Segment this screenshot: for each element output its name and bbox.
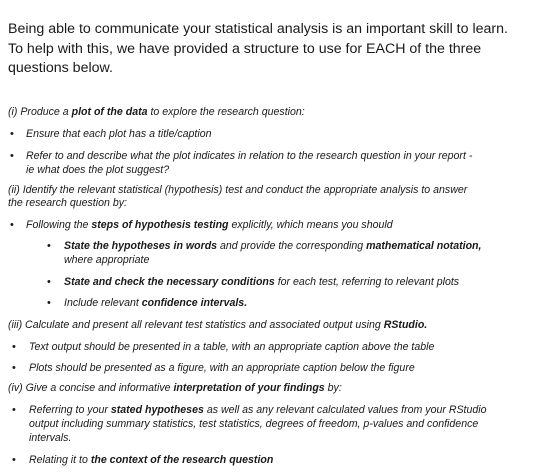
bullet-icon: [10, 150, 14, 163]
intro-paragraph: Being able to communicate your statistical analysis is an important skill to learn. To help with this, we have provided a structure to use for EACH of the three questions below.: [8, 21, 508, 76]
section-i-bullet-1: Ensure that each plot has a title/caption: [26, 128, 212, 140]
section-iv-heading: (iv) Give a concise and informative interpretation of your findings by:: [8, 382, 342, 394]
bullet-icon: [12, 362, 16, 375]
bullet-icon: [12, 341, 16, 354]
section-ii-subbullet-1-line-1: State the hypotheses in words and provide the corresponding mathematical notation,: [64, 240, 482, 252]
section-i-heading: (i) Produce a plot of the data to explore the research question:: [8, 106, 305, 118]
bullet-icon: [47, 297, 51, 310]
bullet-icon: [10, 128, 14, 141]
section-iv-bullet-1-line-1: Referring to your stated hypotheses as well as any relevant calculated values from your RStudio: [29, 404, 487, 416]
section-iii-bullet-1: Text output should be presented in a table, with an appropriate caption above the table: [29, 341, 435, 353]
section-ii-heading-line-1: (ii) Identify the relevant statistical (hypothesis) test and conduct the appropriate analysis to answer: [8, 184, 468, 196]
bullet-icon: [12, 404, 16, 417]
section-ii-bullet-1: Following the steps of hypothesis testing explicitly, which means you should: [26, 219, 393, 231]
section-ii-subbullet-2: State and check the necessary conditions for each test, referring to relevant plots: [64, 276, 460, 288]
section-iv-bullet-1-line-3: intervals.: [29, 432, 72, 444]
section-iv-bullet-1-line-2: output including summary statistics, test statistics, degrees of freedom, p-values and confidence: [29, 418, 479, 430]
bullet-icon: [47, 240, 51, 253]
section-i-bullet-2-line-1: Refer to and describe what the plot indicates in relation to the research question in your report -: [26, 150, 473, 162]
section-ii-subbullet-1-line-2: where appropriate: [64, 254, 150, 266]
section-iv-bullet-2: Relating it to the context of the research question: [29, 454, 274, 466]
bullet-icon: [10, 219, 14, 232]
bullet-icon: [12, 454, 16, 467]
section-ii-heading-line-2: the research question by:: [8, 197, 127, 209]
section-i-bullet-2-line-2: ie what does the plot suggest?: [26, 164, 170, 176]
bullet-icon: [47, 276, 51, 289]
section-iii-heading: (iii) Calculate and present all relevant test statistics and associated output using RStudio.: [8, 319, 428, 331]
section-iii-bullet-2: Plots should be presented as a figure, with an appropriate caption below the figure: [29, 362, 415, 374]
section-ii-subbullet-3: Include relevant confidence intervals.: [64, 297, 248, 309]
